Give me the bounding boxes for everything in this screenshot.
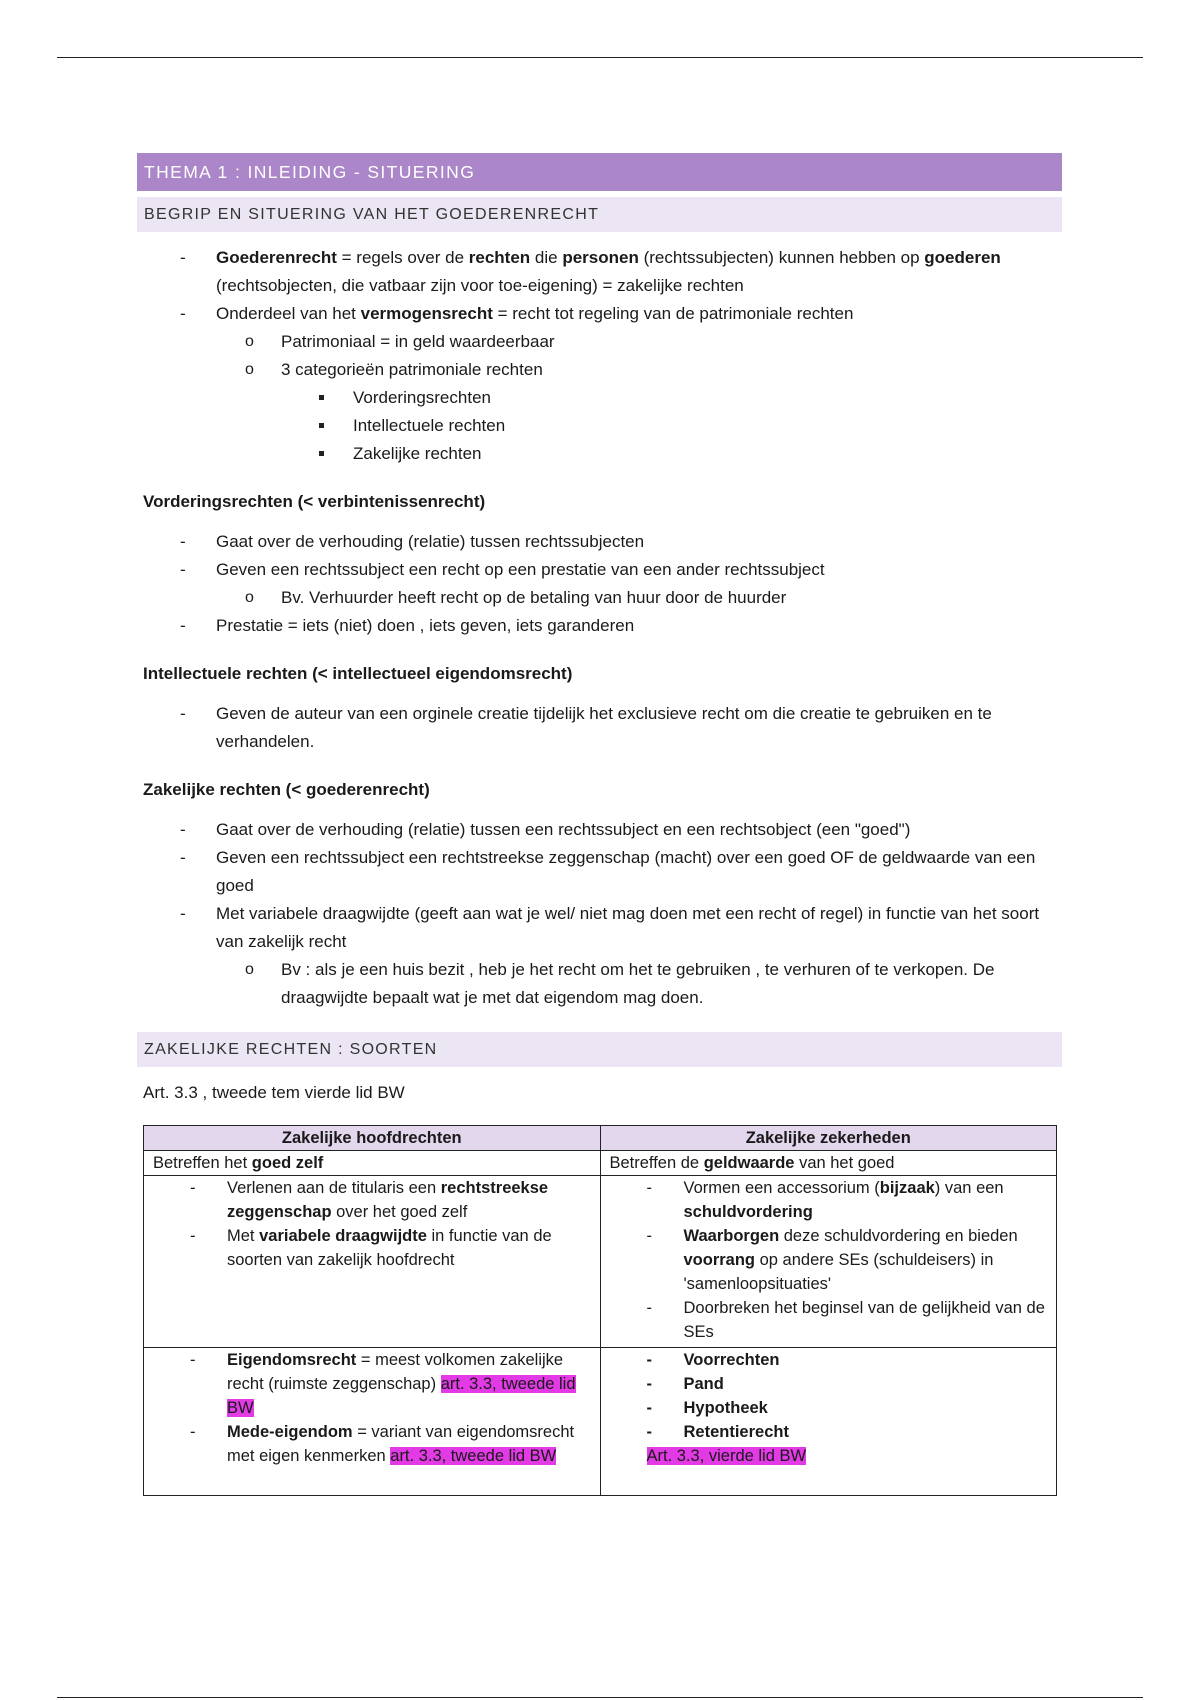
table-cell: Betreffen het goed zelf xyxy=(144,1151,601,1176)
list-item: - Geven een rechtssubject een recht op een prestatie van een ander rechtssubject o Bv. Verhuurder heeft recht op de betaling van huur door de huurder xyxy=(137,556,1062,612)
table-row xyxy=(144,1151,1057,1176)
vordering-list xyxy=(137,528,1062,640)
cell-list xyxy=(601,1176,1057,1344)
sublist xyxy=(216,584,1062,612)
heading-zakelijke-rechten: Zakelijke rechten (< goederenrecht) xyxy=(143,780,430,799)
list-item: - Verlenen aan de titularis een rechtstreekse zeggenschap over het goed zelf xyxy=(144,1176,600,1224)
list-item: - Waarborgen deze schuldvordering en bieden voorrang op andere SEs (schuldeisers) in 'samenloopsituaties' xyxy=(601,1224,1057,1296)
zakelijk-list xyxy=(137,816,1062,1012)
category-item: Zakelijke rechten xyxy=(281,440,1062,468)
table-cell: Betreffen de geldwaarde van het goed xyxy=(600,1151,1057,1176)
section-title-soorten: ZAKELIJKE RECHTEN : SOORTEN xyxy=(137,1032,1062,1067)
list-item: - Onderdeel van het vermogensrecht = recht tot regeling van de patrimoniale rechten o Patrimoniaal = in geld waardeerbaar o 3 categorieën patrimoniale rechten Vorderingsrechten Intellectuele rechten Zakelijke rechten xyxy=(137,300,1062,468)
sublist-item: o Bv. Verhuurder heeft recht op de betaling van huur door de huurder xyxy=(209,584,1062,612)
table-cell xyxy=(144,1348,601,1496)
list-item: - Gaat over de verhouding (relatie) tussen een rechtssubject en een rechtsobject (een "goed") xyxy=(137,816,1062,844)
sublist-item: o 3 categorieën patrimoniale rechten Vorderingsrechten Intellectuele rechten Zakelijke rechten xyxy=(209,356,1062,468)
sublist-item: o Bv : als je een huis bezit , heb je het recht om het te gebruiken , te verhuren of te verkopen. De draagwijdte bepaalt wat je met dat eigendom mag doen. xyxy=(209,956,1062,1012)
article-reference: Art. 3.3 , tweede tem vierde lid BW xyxy=(143,1083,405,1102)
category-list xyxy=(281,384,1062,468)
table-cell xyxy=(600,1348,1057,1496)
highlighted-reference: Art. 3.3, vierde lid BW xyxy=(646,1447,807,1465)
heading-intellectuele-rechten: Intellectuele rechten (< intellectueel eigendomsrecht) xyxy=(143,664,573,683)
list-item: - Prestatie = iets (niet) doen , iets geven, iets garanderen xyxy=(137,612,1062,640)
header-rule xyxy=(57,57,1143,58)
column-header-zekerheden: Zakelijke zekerheden xyxy=(600,1126,1057,1151)
list-item: - Doorbreken het beginsel van de gelijkheid van de SEs xyxy=(601,1296,1057,1344)
intellectueel-list xyxy=(137,700,1062,756)
list-item: - Goederenrecht = regels over de rechten die personen (rechtssubjecten) kunnen hebben op goederen (rechtsobjecten, die vatbaar zijn voor toe-eigening) = zakelijke rechten xyxy=(137,244,1062,300)
list-item: - Hypotheek xyxy=(601,1396,1057,1420)
table-cell xyxy=(600,1176,1057,1348)
begrip-list xyxy=(137,244,1062,468)
list-item: - Retentierecht xyxy=(601,1420,1057,1444)
list-item: - Met variabele draagwijdte in functie van de soorten van zakelijk hoofdrecht xyxy=(144,1224,600,1272)
section-title-begrip: BEGRIP EN SITUERING VAN HET GOEDERENRECHT xyxy=(137,197,1062,232)
category-item: Vorderingsrechten xyxy=(281,384,1062,412)
heading-vorderingsrechten: Vorderingsrechten (< verbintenissenrecht) xyxy=(143,492,486,511)
cell-list xyxy=(144,1176,600,1272)
list-item: - Met variabele draagwijdte (geeft aan wat je wel/ niet mag doen met een recht of regel) in functie van het soort van zakelijk recht o Bv : als je een huis bezit , heb je het recht om het te gebruiken , te verhuren of te verkopen. De draagwijdte bepaalt wat je met dat eigendom mag doen. xyxy=(137,900,1062,1012)
table-header-row xyxy=(144,1126,1057,1151)
column-header-hoofdrechten: Zakelijke hoofdrechten xyxy=(144,1126,601,1151)
theme-title: THEMA 1 : INLEIDING - SITUERING xyxy=(137,153,1062,191)
list-item: - Voorrechten xyxy=(601,1348,1057,1372)
document-body xyxy=(137,153,1062,1496)
list-item: - Gaat over de verhouding (relatie) tussen rechtssubjecten xyxy=(137,528,1062,556)
footer-rule xyxy=(57,1697,1143,1698)
category-item: Intellectuele rechten xyxy=(281,412,1062,440)
list-item: - Pand xyxy=(601,1372,1057,1396)
table-row xyxy=(144,1176,1057,1348)
cell-list xyxy=(144,1348,600,1468)
sublist xyxy=(216,328,1062,468)
list-item: - Vormen een accessorium (bijzaak) van een schuldvordering xyxy=(601,1176,1057,1224)
reference-line xyxy=(601,1444,1057,1468)
cell-list xyxy=(601,1348,1057,1444)
list-item: - Mede-eigendom = variant van eigendomsrecht met eigen kenmerken art. 3.3, tweede lid BW xyxy=(144,1420,600,1468)
sublist xyxy=(216,956,1062,1012)
list-item: - Eigendomsrecht = meest volkomen zakelijke recht (ruimste zeggenschap) art. 3.3, tweede lid BW xyxy=(144,1348,600,1420)
table-row xyxy=(144,1348,1057,1496)
list-item: - Geven de auteur van een orginele creatie tijdelijk het exclusieve recht om die creatie te gebruiken en te verhandelen. xyxy=(137,700,1062,756)
rights-table xyxy=(143,1125,1057,1496)
highlighted-reference: art. 3.3, tweede lid BW xyxy=(390,1447,557,1465)
table-cell xyxy=(144,1176,601,1348)
sublist-item: o Patrimoniaal = in geld waardeerbaar xyxy=(209,328,1062,356)
list-item: - Geven een rechtssubject een rechtstreekse zeggenschap (macht) over een goed OF de geldwaarde van een goed xyxy=(137,844,1062,900)
highlighted-reference: art. 3.3, tweede lid BW xyxy=(227,1375,576,1417)
